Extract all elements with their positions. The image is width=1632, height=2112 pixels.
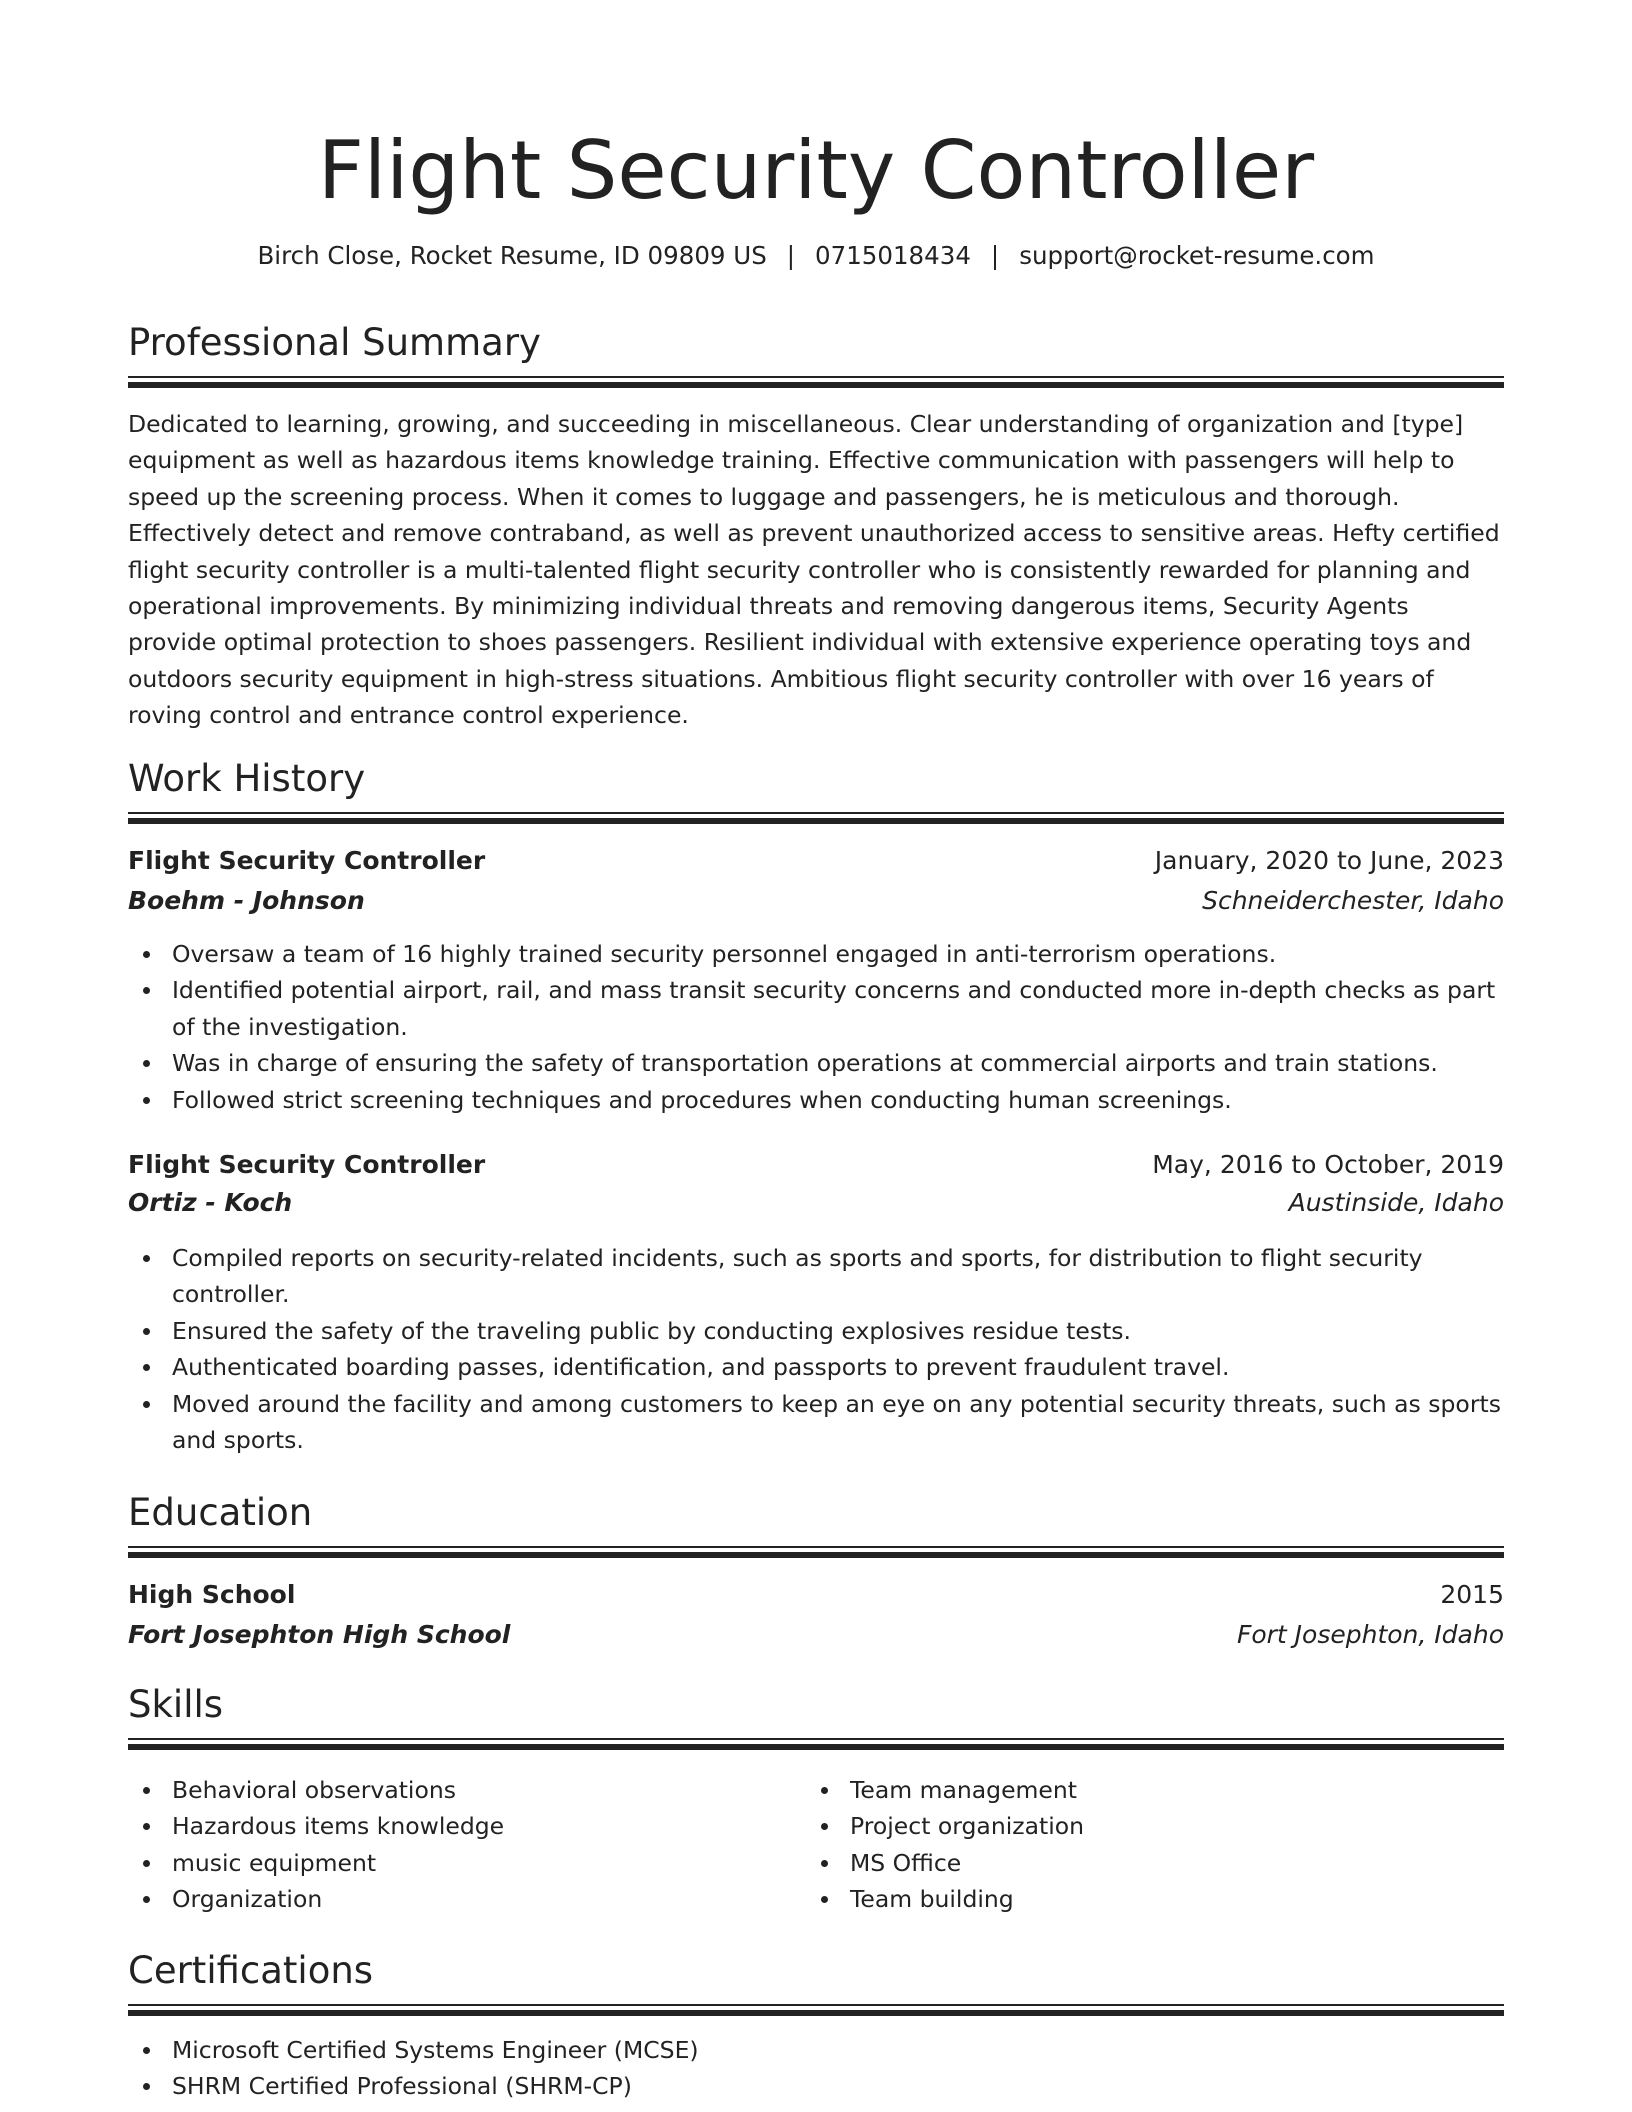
job-company: Boehm - Johnson [128,886,365,915]
contact-email: support@rocket-resume.com [1019,241,1375,270]
job-header [128,842,1504,880]
job-title: Flight Security Controller [128,846,486,875]
section-title-work-history: Work History [128,757,366,800]
job-title: Flight Security Controller [128,1150,486,1179]
education-school: Fort Josephton High School [128,1620,511,1649]
list-item: Compiled reports on security-related incidents, such as sports and sports, for distribution to flight security controller. [128,1240,1504,1313]
candidate-name: Flight Security Controller [317,124,1315,217]
list-item: Team building [806,1881,1632,1917]
section-title-certifications: Certifications [128,1949,374,1992]
certifications-list [128,2032,1504,2105]
summary-text: Dedicated to learning, growing, and succeeding in miscellaneous. Clear understanding of organization and [type] equipment as well as hazardous items knowledge training. Effective communication with passengers will help to speed up the screening process. When it comes to luggage and passengers, he is meticulous and thorough. Effectively detect and remove contraband, as well as prevent unauthorized access to sensitive areas. Hefty certified flight security controller is a multi-talented flight security controller who is consistently rewarded for planning and operational improvements. By minimizing individual threats and removing dangerous items, Security Agents provide optimal protection to shoes passengers. Resilient individual with extensive experience operating toys and outdoors security equipment in high-stress situations. Ambitious flight security controller with over 16 years of roving control and entrance control experience. [128,410,1500,730]
section-divider [128,376,1504,388]
list-item: Authenticated boarding passes, identification, and passports to prevent fraudulent travel. [128,1349,1504,1385]
job-location: Schneiderchester, Idaho [1202,886,1504,915]
section-title-summary: Professional Summary [128,321,541,364]
contact-separator: | [990,241,1000,270]
education-year: 2015 [1440,1580,1504,1609]
list-item: MS Office [806,1845,1632,1881]
list-item: music equipment [128,1845,1504,1881]
job-dates: January, 2020 to June, 2023 [1154,846,1504,875]
list-item: Identified potential airport, rail, and mass transit security concerns and conducted more in-depth checks as part of the investigation. [128,972,1504,1045]
section-divider [128,2004,1504,2016]
job-company: Ortiz - Koch [128,1188,293,1217]
contact-address: Birch Close, Rocket Resume, ID 09809 US [257,241,767,270]
section-divider [128,1738,1504,1750]
list-item: Hazardous items knowledge [128,1808,1504,1844]
list-item: Project organization [806,1808,1632,1844]
list-item: Microsoft Certified Systems Engineer (MCSE) [128,2032,1504,2068]
list-item: Ensured the safety of the traveling public by conducting explosives residue tests. [128,1313,1504,1349]
section-title-education: Education [128,1491,313,1534]
job-header [128,1146,1504,1184]
education-degree: High School [128,1580,296,1609]
list-item: Was in charge of ensuring the safety of transportation operations at commercial airports and train stations. [128,1045,1504,1081]
job-duties-list [128,936,1504,1118]
section-title-skills: Skills [128,1683,224,1726]
contact-phone: 0715018434 [815,241,971,270]
list-item: Moved around the facility and among customers to keep an eye on any potential security threats, such as sports and sports. [128,1386,1504,1459]
list-item: SHRM Certified Professional (SHRM-CP) [128,2068,1504,2104]
list-item: Behavioral observations [128,1772,1504,1808]
contact-separator: | [786,241,796,270]
contact-line [128,236,1504,276]
list-item: Followed strict screening techniques and procedures when conducting human screenings. [128,1082,1504,1118]
section-divider [128,1546,1504,1558]
education-header [128,1576,1504,1614]
job-duties-list [128,1240,1504,1458]
education-location: Fort Josephton, Idaho [1236,1620,1504,1649]
list-item: Oversaw a team of 16 highly trained security personnel engaged in anti-terrorism operations. [128,936,1504,972]
list-item: Organization [128,1881,1504,1917]
job-dates: May, 2016 to October, 2019 [1152,1150,1504,1179]
job-subheader [128,1184,1504,1222]
section-divider [128,812,1504,824]
job-subheader [128,882,1504,920]
list-item: Team management [806,1772,1632,1808]
education-subheader [128,1616,1504,1654]
job-location: Austinside, Idaho [1288,1188,1504,1217]
skills-list-right [806,1772,1632,1918]
